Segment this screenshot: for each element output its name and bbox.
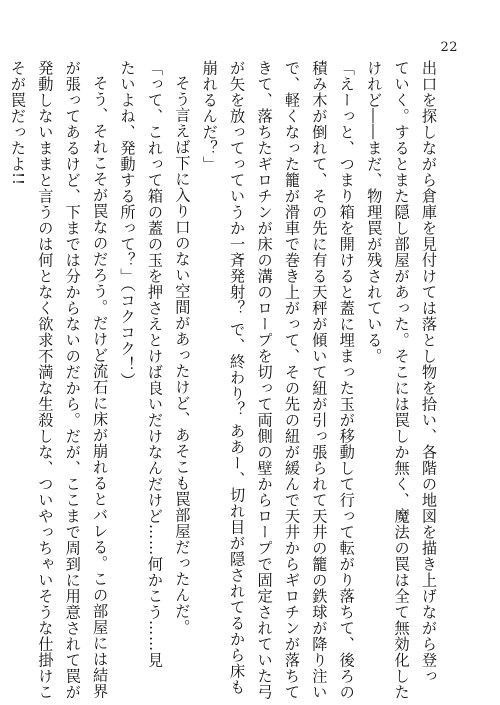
text-line: が張ってあるけど、下までは分からないのだから。だが、ここまで周到に用意されて罠が bbox=[63, 60, 82, 700]
text-line: 積み木が倒れて、その先に有る天秤が傾いて紐が引っ張られて天井の籠の鉄球が降り注い bbox=[310, 60, 329, 700]
text-line: そが罠だったよ!! bbox=[8, 60, 27, 186]
text-line: きて、落ちたギロチンが床の溝のロープを切って両側の壁からロープで固定されていた弓 bbox=[255, 60, 274, 700]
text-line: けれど――まだ、物理罠が残されている。 bbox=[365, 60, 384, 364]
text-line: そう、それこそが罠なのだろう。だけど流石に床が崩れるとバレる。この部屋には結界 bbox=[91, 75, 110, 700]
text-line: 「って、これって箱の蓋の玉を押さえとけば良いだけなんだけど……何かこう……見 bbox=[145, 60, 164, 668]
text-line: 発動しないままと言うのは何となく欲求不満な生殺しな、ついやっちゃいそうな仕掛けこ bbox=[36, 60, 55, 700]
text-line bbox=[0, 60, 4, 672]
text-line: ていく。するとまた隠し部屋があった。そこには罠しか無く、魔法の罠は全て無効化した bbox=[392, 60, 411, 700]
text-line: 「えーっと、つまり箱を開けると蓋に埋まった玉が移動して行って転がり落ちて、後ろの bbox=[337, 60, 356, 700]
text-line: で、軽くなった籠が滑車で巻き上がって、その先の紐が緩んで天井からギロチンが落ちて bbox=[282, 60, 301, 700]
text-line: 崩れるんだ？」 bbox=[200, 60, 219, 172]
text-line: そう言えば下に入り口のない空間があったけど、あそこも罠部屋だったんだ。 bbox=[173, 75, 192, 636]
text-line: が矢を放ってっていうか一斉発射？ で、終わり？ ああー、切れ目が隠されてるから床も bbox=[228, 60, 247, 696]
text-line: 出口を探しながら倉庫を見付けては落とし物を拾い、各階の地図を描き上げながら登っ bbox=[420, 60, 438, 684]
page-number: 22 bbox=[440, 40, 458, 55]
vertical-text-block bbox=[8, 60, 442, 700]
text-line: たいよね、発動する所って？」（コクコク！） bbox=[118, 60, 137, 389]
